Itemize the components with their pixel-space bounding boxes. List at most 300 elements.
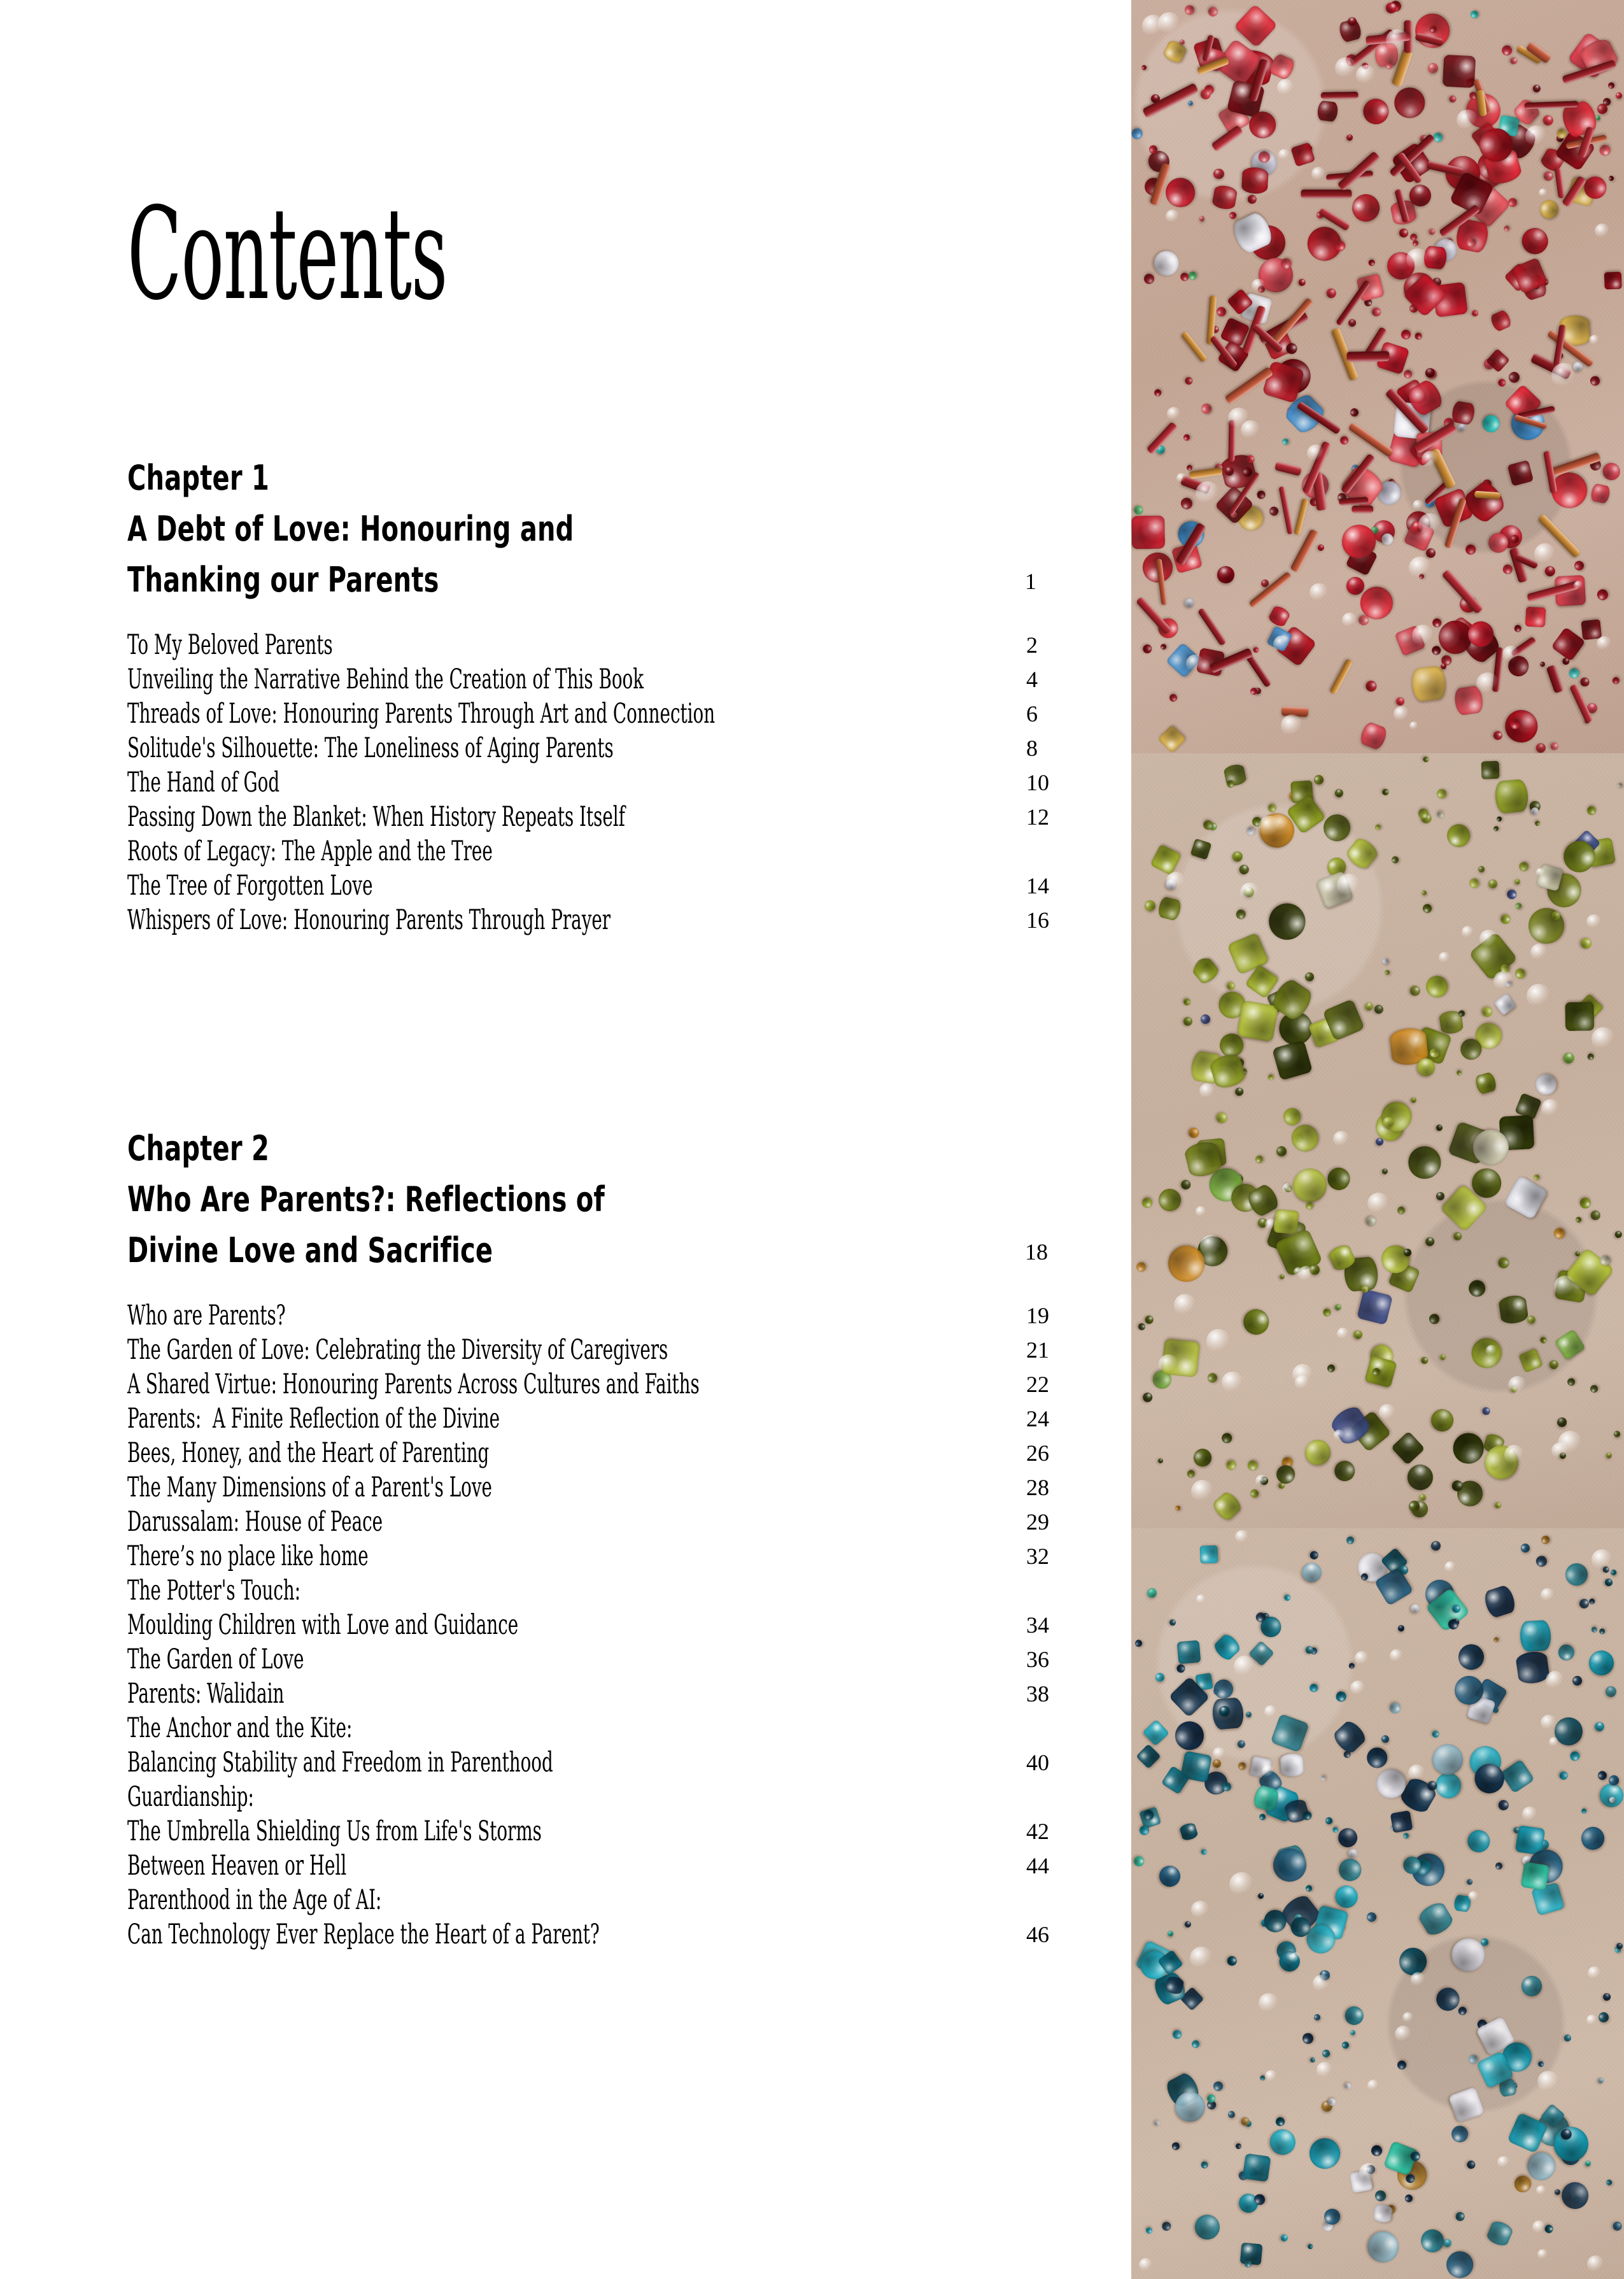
bead-seed	[1183, 434, 1190, 441]
bead-seed	[1363, 1001, 1374, 1012]
toc-entry[interactable]	[127, 1917, 1070, 1952]
bead-sequin	[1343, 2005, 1366, 2027]
toc-entry[interactable]	[127, 1505, 1070, 1539]
bead-seed	[1164, 877, 1178, 891]
bead-seed	[1348, 1663, 1355, 1670]
bead-seed	[1324, 1816, 1334, 1826]
bead-seed	[1397, 1624, 1405, 1632]
bead-sequin	[1504, 652, 1532, 681]
bead-seed	[1382, 788, 1390, 796]
bead-seed	[1374, 824, 1381, 831]
bead-seed	[1507, 198, 1517, 208]
bead-seed	[1543, 564, 1557, 578]
bead-seed	[1369, 2143, 1385, 2158]
bead-seed	[1467, 1878, 1473, 1885]
bead-seed	[1302, 2033, 1313, 2045]
bead-sequin	[1334, 1824, 1361, 1851]
entry-page-number: 29	[1026, 1509, 1049, 1535]
bead-sequin	[1177, 1640, 1201, 1665]
bead-seed	[1133, 504, 1144, 516]
chapter-title-row[interactable]	[127, 504, 1070, 555]
chapter-block-2	[127, 1124, 1070, 1952]
bead-sequin	[1192, 2212, 1222, 2242]
spacer	[127, 1277, 1070, 1298]
bead-sequin	[1262, 897, 1313, 948]
bead-seed	[1402, 368, 1414, 380]
bead-seed	[1488, 879, 1497, 888]
bead-sequin	[1190, 1445, 1215, 1470]
bead-seed	[1514, 878, 1522, 886]
bead-sequin	[1157, 896, 1183, 921]
bead-sequin	[1359, 94, 1394, 129]
page-title: Contents	[127, 180, 448, 329]
bugle-bead	[1197, 607, 1227, 646]
chapter-title-line: A Debt of Love: Honouring and	[127, 509, 574, 549]
rhinestone-sparkle	[1158, 12, 1181, 35]
bead-seed	[1185, 1468, 1196, 1479]
bead-sequin	[1270, 1845, 1310, 1885]
toc-entry[interactable]	[127, 731, 1070, 765]
bead-seed	[1234, 909, 1247, 921]
rhinestone-sparkle	[1174, 1294, 1196, 1316]
bead-sequin	[1215, 564, 1235, 584]
bead-seed	[1497, 1256, 1511, 1270]
chapter-page-number: 1	[1025, 569, 1036, 594]
chapter-title-row[interactable]	[127, 1175, 1070, 1226]
rhinestone-sparkle	[1462, 926, 1474, 938]
bead-seed	[1510, 57, 1518, 65]
bead-seed	[1430, 616, 1443, 629]
bead-seed	[1350, 2029, 1356, 2036]
rhinestone-sparkle	[1213, 1747, 1226, 1761]
bead-seed	[1199, 402, 1213, 415]
entry-page-number: 46	[1026, 1922, 1049, 1947]
bead-seed	[1319, 1774, 1327, 1782]
bead-sequin	[1166, 642, 1201, 678]
bead-seed	[1409, 1096, 1418, 1104]
bead-seed	[1515, 969, 1526, 979]
entry-page-number: 40	[1026, 1750, 1049, 1775]
chapter-number-label: Chapter 2	[127, 1128, 269, 1168]
bead-seed	[1171, 2029, 1183, 2040]
entry-title: Bees, Honey, and the Heart of Parenting	[127, 1437, 490, 1469]
bead-seed	[1425, 548, 1437, 560]
bead-sequin	[1267, 604, 1292, 628]
entry-page-number: 6	[1026, 701, 1038, 727]
bead-sequin	[1442, 55, 1476, 89]
toc-entry[interactable]	[127, 1367, 1070, 1402]
entry-title: The Many Dimensions of a Parent's Love	[127, 1472, 492, 1503]
bead-seed	[1534, 1554, 1548, 1568]
toc-entry[interactable]	[127, 1573, 1070, 1608]
bead-sequin	[1578, 1823, 1607, 1853]
bead-seed	[1369, 260, 1375, 266]
bead-seed	[1341, 2040, 1351, 2050]
bead-sequin	[1451, 1431, 1485, 1465]
bead-seed	[1589, 1384, 1599, 1394]
chapter-entry-list-2	[127, 1298, 1070, 1952]
bugle-bead	[1346, 351, 1389, 362]
bead-seed	[1399, 328, 1412, 341]
bead-seed	[1383, 1116, 1394, 1128]
bead-sequin	[1291, 1167, 1329, 1204]
bead-seed	[1601, 1992, 1612, 2003]
bead-seed	[1282, 439, 1289, 445]
bead-seed	[1206, 1372, 1218, 1384]
bead-sequin	[1444, 821, 1474, 850]
chapter-heading-1	[127, 453, 1070, 606]
toc-entry[interactable]	[127, 697, 1070, 731]
toc-entry[interactable]	[127, 662, 1070, 697]
bead-seed	[1200, 1848, 1208, 1856]
toc-entry[interactable]	[127, 1539, 1070, 1573]
chapter-title-row[interactable]	[127, 1226, 1070, 1277]
bugle-bead	[1294, 499, 1309, 536]
bead-sequin	[1241, 167, 1269, 194]
bead-seed	[1161, 2221, 1171, 2232]
bead-seed	[1564, 2034, 1571, 2041]
toc-entry[interactable]	[127, 903, 1070, 937]
bead-seed	[1514, 624, 1523, 633]
rhinestone-sparkle	[1586, 2015, 1597, 2026]
olive-green-crystal-band	[1131, 753, 1624, 1528]
bead-sequin	[1306, 2134, 1344, 2172]
bead-seed	[1346, 1847, 1359, 1859]
toc-entry[interactable]	[127, 1333, 1070, 1367]
bead-seed	[1332, 1826, 1339, 1833]
bead-seed	[1144, 274, 1155, 285]
bead-seed	[1606, 1451, 1613, 1459]
bead-seed	[1598, 1627, 1606, 1635]
rhinestone-sparkle	[1367, 1193, 1389, 1214]
bead-seed	[1261, 579, 1269, 588]
bead-seed	[1238, 1761, 1246, 1770]
bead-sequin	[1364, 2228, 1402, 2266]
bead-seed	[1245, 825, 1257, 837]
bead-seed	[1604, 1578, 1613, 1587]
bead-seed	[1335, 241, 1346, 252]
spacer	[127, 606, 1070, 628]
rhinestone-sparkle	[1277, 79, 1294, 96]
bead-seed	[1199, 1012, 1212, 1025]
bugle-bead	[1279, 486, 1294, 535]
bead-sequin	[1190, 956, 1220, 986]
entry-title: A Shared Virtue: Honouring Parents Across Cultures and Faiths	[127, 1368, 700, 1400]
bead-seed	[1396, 1205, 1407, 1216]
bead-seed	[1267, 804, 1277, 813]
bead-seed	[1415, 333, 1422, 340]
toc-entry[interactable]	[127, 1780, 1070, 1814]
bead-seed	[1361, 62, 1369, 70]
rhinestone-sparkle	[1355, 1651, 1369, 1666]
bead-seed	[1607, 81, 1615, 89]
bead-seed	[1280, 2234, 1288, 2241]
toc-entry[interactable]	[127, 1745, 1070, 1780]
bead-seed	[1613, 1430, 1621, 1438]
bead-seed	[1283, 1183, 1293, 1193]
bugle-bead	[1189, 467, 1223, 479]
bead-seed	[1580, 938, 1591, 949]
rhinestone-sparkle	[1229, 1872, 1254, 1897]
bead-seed	[1436, 1123, 1444, 1132]
chapter-entry-list-1	[127, 628, 1070, 937]
bead-sequin	[1287, 1120, 1322, 1156]
bead-seed	[1185, 464, 1194, 472]
bead-seed	[1215, 306, 1227, 318]
bead-seed	[1175, 1663, 1187, 1675]
bead-sequin	[1423, 972, 1451, 1001]
bead-sequin	[1561, 1559, 1592, 1590]
bead-seed	[1429, 1314, 1441, 1325]
bead-seed	[1457, 1070, 1462, 1076]
bead-sequin	[1150, 844, 1181, 876]
toc-entry[interactable]	[127, 1608, 1070, 1642]
rhinestone-sparkle	[1196, 1594, 1205, 1603]
bead-seed	[1199, 216, 1204, 221]
bead-sequin	[1157, 725, 1186, 753]
bead-sequin	[1303, 1437, 1332, 1467]
bead-seed	[1334, 1303, 1343, 1311]
bead-seed	[1539, 661, 1546, 668]
bead-seed	[1555, 2189, 1561, 2195]
bead-seed	[1515, 902, 1523, 911]
bugle-bead	[1336, 151, 1380, 192]
rhinestone-sparkle	[1586, 914, 1602, 930]
bead-seed	[1145, 2227, 1154, 2235]
bead-seed	[1141, 64, 1148, 71]
entry-page-number: 26	[1026, 1440, 1049, 1466]
entry-page-number: 22	[1026, 1372, 1049, 1397]
bead-seed	[1306, 2243, 1314, 2250]
bead-seed	[1213, 169, 1224, 180]
bead-sequin	[1212, 1632, 1243, 1663]
bead-seed	[1502, 224, 1511, 232]
bead-seed	[1421, 889, 1428, 896]
rhinestone-sparkle	[1235, 1530, 1248, 1544]
bead-seed	[1395, 696, 1406, 707]
bead-seed	[1468, 877, 1480, 890]
rhinestone-sparkle	[1527, 984, 1551, 1008]
rhinestone-sparkle	[1259, 1993, 1279, 2013]
bead-seed	[1143, 898, 1157, 912]
bead-sequin	[1266, 2126, 1299, 2159]
bead-sequin	[1604, 271, 1622, 289]
bead-seed	[1557, 1417, 1567, 1428]
bead-seed	[1160, 644, 1166, 650]
blue-bead-layer	[1131, 1528, 1624, 2279]
chapter-title-line: Thanking our Parents	[127, 560, 439, 600]
bead-seed	[1483, 1407, 1490, 1415]
bead-seed	[1587, 806, 1596, 815]
toc-entry[interactable]	[127, 1402, 1070, 1436]
bead-seed	[1593, 1719, 1606, 1733]
chapter-title-row[interactable]	[127, 555, 1070, 606]
rhinestone-sparkle	[1190, 1947, 1213, 1970]
bugle-bead	[1329, 658, 1353, 695]
toc-entry[interactable]	[127, 1436, 1070, 1470]
bead-sequin	[1359, 721, 1389, 751]
bead-seed	[1257, 1892, 1265, 1900]
bead-sequin	[1433, 1770, 1464, 1801]
bead-seed	[1391, 855, 1399, 863]
contents-text-column	[127, 0, 1070, 2279]
bead-seed	[1578, 1196, 1593, 1210]
toc-entry[interactable]	[127, 800, 1070, 834]
entry-title: The Potter's Touch:	[127, 1575, 301, 1607]
toc-entry[interactable]	[127, 1677, 1070, 1711]
entry-title: Between Heaven or Hell	[127, 1850, 347, 1882]
bead-sequin	[1556, 1642, 1577, 1663]
bead-sequin	[1468, 1335, 1506, 1372]
bead-seed	[1348, 406, 1360, 418]
entry-page-number: 8	[1026, 735, 1038, 761]
rhinestone-sparkle	[1439, 952, 1450, 963]
toc-entry[interactable]	[127, 869, 1070, 903]
toc-entry[interactable]	[127, 1642, 1070, 1677]
entry-title: The Hand of God	[127, 767, 280, 799]
beadwork-photo-strip	[1131, 0, 1624, 2279]
entry-page-number: 24	[1026, 1406, 1049, 1431]
bead-seed	[1306, 1885, 1312, 1891]
rhinestone-sparkle	[1592, 1027, 1615, 1051]
rhinestone-sparkle	[1367, 2080, 1379, 2091]
entry-page-number: 28	[1026, 1475, 1049, 1500]
rhinestone-sparkle	[1311, 167, 1326, 181]
bead-seed	[1228, 211, 1237, 220]
green-bead-layer	[1131, 753, 1624, 1528]
bugle-bead	[1180, 330, 1208, 362]
bead-sequin	[1346, 576, 1365, 595]
bead-seed	[1141, 1198, 1152, 1209]
bead-seed	[1404, 2193, 1414, 2203]
bead-sequin	[1390, 1810, 1413, 1833]
bead-seed	[1471, 309, 1478, 316]
toc-entry[interactable]	[127, 765, 1070, 800]
bead-seed	[1569, 1750, 1581, 1762]
bead-seed	[1259, 1813, 1266, 1820]
bead-seed	[1226, 981, 1236, 991]
bead-seed	[1190, 2039, 1201, 2049]
bead-sequin	[1453, 1894, 1471, 1912]
rhinestone-sparkle	[1379, 1404, 1396, 1421]
bead-sequin	[1514, 2176, 1530, 2192]
bead-seed	[1543, 171, 1553, 181]
bead-sequin	[1153, 249, 1181, 277]
bead-seed	[1182, 997, 1192, 1007]
chapter-number-row	[127, 453, 1070, 504]
entry-title: Guardianship:	[127, 1781, 254, 1813]
bead-seed	[1543, 2224, 1555, 2235]
toc-entry[interactable]	[127, 1711, 1070, 1745]
bead-seed	[1153, 2119, 1161, 2127]
rhinestone-sparkle	[1390, 1649, 1404, 1663]
bead-seed	[1371, 306, 1383, 318]
bead-seed	[1573, 560, 1585, 572]
bead-sequin	[1347, 189, 1385, 227]
entry-page-number: 21	[1026, 1337, 1049, 1363]
toc-entry[interactable]	[127, 628, 1070, 662]
toc-entry[interactable]	[127, 834, 1070, 869]
bead-seed	[1375, 2190, 1386, 2201]
bead-sequin	[1533, 1072, 1559, 1098]
bead-seed	[1259, 1475, 1269, 1486]
bead-seed	[1345, 133, 1354, 142]
bead-sequin	[1565, 1002, 1595, 1032]
bead-sequin	[1479, 412, 1503, 436]
bead-seed	[1220, 1431, 1234, 1445]
entry-title: Parents: A Finite Reflection of the Divine	[127, 1403, 500, 1435]
entry-title: The Anchor and the Kite:	[127, 1712, 353, 1744]
bead-seed	[1607, 175, 1614, 182]
toc-entry[interactable]	[127, 1883, 1070, 1917]
rhinestone-sparkle	[1167, 407, 1181, 421]
bugle-bead	[1249, 571, 1292, 608]
rhinestone-sparkle	[1402, 2012, 1413, 2023]
bugle-bead	[1510, 636, 1536, 658]
toc-entry[interactable]	[127, 1849, 1070, 1883]
bead-sequin	[1466, 1829, 1491, 1854]
bead-sequin	[1190, 838, 1212, 860]
bead-seed	[1613, 2222, 1622, 2231]
bead-seed	[1597, 2077, 1605, 2085]
bead-sequin	[1456, 1642, 1487, 1673]
bead-seed	[1571, 1675, 1583, 1687]
bead-sequin	[1449, 2123, 1471, 2145]
toc-entry[interactable]	[127, 1298, 1070, 1333]
rhinestone-sparkle	[1241, 420, 1260, 440]
bead-seed	[1580, 1808, 1587, 1815]
bead-seed	[1599, 144, 1612, 157]
toc-entry[interactable]	[127, 1470, 1070, 1505]
bead-seed	[1548, 1358, 1560, 1370]
bead-seed	[1381, 956, 1390, 965]
bugle-bead	[1321, 92, 1359, 99]
bead-sequin	[1489, 309, 1513, 333]
entry-page-number: 19	[1026, 1303, 1049, 1328]
toc-entry[interactable]	[127, 1814, 1070, 1849]
bead-seed	[1466, 2160, 1475, 2169]
bead-seed	[1309, 1550, 1320, 1561]
bead-seed	[1403, 1248, 1412, 1257]
bead-seed	[1567, 667, 1581, 680]
bead-sequin	[1520, 1620, 1551, 1652]
bead-seed	[1615, 92, 1622, 99]
bead-seed	[1218, 1705, 1230, 1717]
bead-seed	[1247, 194, 1257, 204]
bead-seed	[1169, 694, 1176, 702]
bead-seed	[1592, 1627, 1598, 1633]
bead-seed	[1242, 885, 1256, 899]
entry-title: The Garden of Love	[127, 1644, 304, 1675]
bead-sequin	[1322, 813, 1352, 843]
bead-seed	[1183, 376, 1194, 386]
bead-sequin	[1518, 224, 1552, 258]
bead-seed	[1267, 505, 1280, 517]
entry-page-number: 14	[1026, 873, 1049, 898]
bead-seed	[1381, 1168, 1389, 1175]
bead-seed	[1305, 972, 1315, 982]
rhinestone-sparkle	[1541, 1715, 1556, 1730]
bead-seed	[1141, 1391, 1154, 1404]
bead-seed	[1575, 1216, 1582, 1223]
bead-seed	[1611, 676, 1621, 686]
bead-seed	[1227, 2110, 1236, 2119]
bead-seed	[1418, 573, 1425, 579]
bead-seed	[1325, 287, 1337, 299]
entry-title: To My Beloved Parents	[127, 629, 333, 661]
bead-seed	[1145, 1315, 1154, 1324]
bead-sequin	[1453, 685, 1484, 716]
